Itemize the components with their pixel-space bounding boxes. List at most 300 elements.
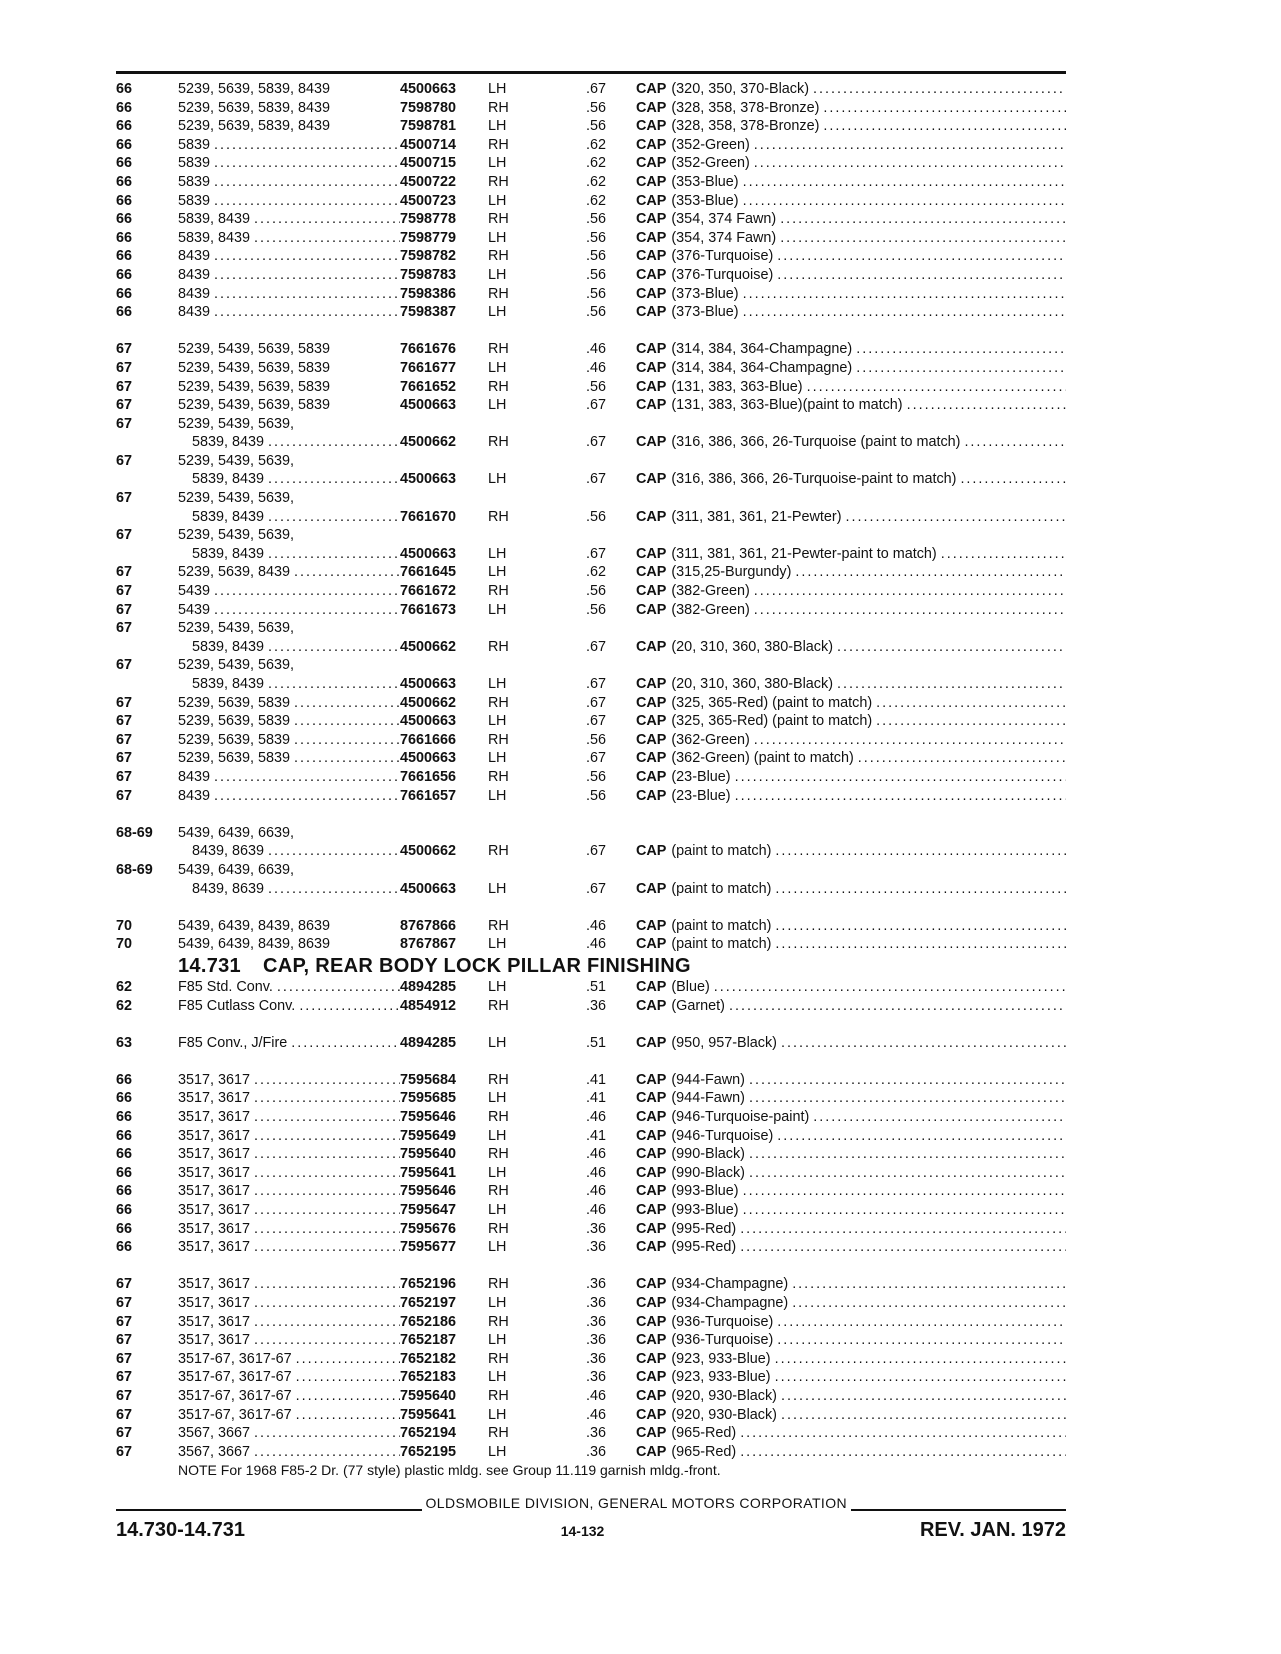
model-cell: [178, 1313, 400, 1332]
model-year: 67: [116, 1313, 133, 1330]
description: [636, 824, 1066, 861]
dot-leader: [290, 694, 400, 713]
quantity: .36: [586, 1295, 607, 1311]
description-name: CAP: [636, 397, 667, 414]
description-detail: (936-Turquoise): [671, 1313, 774, 1330]
description: [636, 210, 1066, 229]
model-cell: [178, 247, 400, 266]
table-row: [116, 601, 1066, 620]
description-name: CAP: [636, 1350, 667, 1367]
quantity: .67: [586, 880, 607, 897]
dot-leader: [745, 1071, 1066, 1090]
dot-leader: [771, 917, 1066, 936]
section-number: 14.731: [178, 954, 241, 977]
description: [636, 136, 1066, 155]
description-name: CAP: [636, 731, 667, 748]
model-codes: 5439, 6439, 6639,: [178, 824, 295, 841]
model-codes: 3517-67, 3617-67: [178, 1387, 292, 1404]
model-year: 68-69: [116, 824, 153, 841]
part-number: 7595646: [400, 1109, 457, 1126]
dot-leader: [777, 1034, 1066, 1053]
quantity: .56: [586, 787, 607, 804]
description-detail: (965-Red): [671, 1425, 737, 1442]
description: [636, 192, 1066, 211]
table-row: [116, 229, 1066, 248]
table-row: [116, 563, 1066, 582]
model-cell: [178, 935, 400, 954]
description-name: CAP: [636, 713, 667, 730]
model-codes: 5239, 5439, 5639, 5839: [178, 378, 331, 395]
side: LH: [488, 192, 507, 209]
description-detail: (328, 358, 378-Bronze): [671, 118, 820, 135]
part-number: 4500663: [400, 81, 457, 97]
table-row: [116, 303, 1066, 322]
model-codes: 5239, 5439, 5639, 5839: [178, 359, 331, 376]
description-detail: (944-Fawn): [671, 1090, 745, 1107]
dot-leader: [292, 1387, 400, 1406]
quantity: .56: [586, 118, 607, 135]
description-detail: (311, 381, 361, 21-Pewter): [671, 508, 842, 525]
description-name: CAP: [636, 211, 667, 228]
model-codes: 3517, 3617: [178, 1164, 251, 1181]
table-row: [116, 1108, 1066, 1127]
dot-leader: [210, 266, 400, 285]
model-year: 66: [116, 1202, 133, 1219]
description-name: CAP: [636, 1146, 667, 1163]
description-name: CAP: [636, 81, 667, 97]
description-detail: (paint to match): [671, 843, 772, 860]
row-spacer: [116, 898, 1066, 917]
quantity: .67: [586, 750, 607, 767]
dot-leader: [937, 545, 1066, 564]
description-detail: (936-Turquoise): [671, 1332, 774, 1349]
model-codes: 5239, 5639, 5839, 8439: [178, 118, 331, 135]
description: [636, 1331, 1066, 1350]
side: RH: [488, 1387, 509, 1404]
description: [636, 861, 1066, 898]
description-name: CAP: [636, 1387, 667, 1404]
part-number: 7598778: [400, 211, 457, 228]
dot-leader: [842, 508, 1066, 527]
part-number: 8767867: [400, 936, 457, 953]
table-row: [116, 340, 1066, 359]
dot-leader: [960, 433, 1066, 452]
description: [636, 396, 1066, 415]
model-year: 67: [116, 1387, 133, 1404]
model-codes-cont: 5839, 8439: [192, 545, 265, 562]
description: [636, 1034, 1066, 1053]
side: RH: [488, 99, 509, 116]
side: LH: [488, 936, 507, 953]
description-detail: (353-Blue): [671, 173, 739, 190]
model-year: 67: [116, 1332, 133, 1349]
description-name: CAP: [636, 676, 667, 692]
model-codes: 5839: [178, 155, 211, 172]
row-spacer: [116, 805, 1066, 824]
dot-leader: [710, 978, 1066, 997]
description: [636, 1182, 1066, 1201]
part-number: 4500723: [400, 192, 457, 209]
quantity: .41: [586, 1090, 607, 1107]
description: [636, 415, 1066, 452]
description: [636, 378, 1066, 397]
part-number: 7595640: [400, 1387, 457, 1404]
model-year: 67: [116, 527, 133, 544]
part-number: 4500722: [400, 173, 457, 190]
dot-leader: [292, 1350, 400, 1369]
model-year: 66: [116, 1127, 133, 1144]
description: [636, 340, 1066, 359]
table-row: [116, 1443, 1066, 1462]
quantity: .62: [586, 564, 607, 581]
side: RH: [488, 1313, 509, 1330]
side: LH: [488, 713, 507, 730]
description-name: CAP: [636, 434, 667, 451]
side: RH: [488, 248, 509, 265]
description-name: CAP: [636, 1109, 667, 1126]
model-cell: [178, 1294, 400, 1313]
model-codes: 5839: [178, 173, 211, 190]
description-name: CAP: [636, 229, 667, 246]
description-detail: (382-Green): [671, 601, 750, 618]
quantity: .67: [586, 676, 607, 692]
model-cell: [178, 340, 400, 359]
description: [636, 917, 1066, 936]
dot-leader: [777, 1387, 1066, 1406]
model-codes: 3567, 3667: [178, 1425, 251, 1442]
part-number: 7661652: [400, 378, 457, 395]
section-title: CAP, REAR BODY LOCK PILLAR FINISHING: [262, 954, 691, 977]
section-heading: [116, 954, 1066, 978]
table-row: [116, 1182, 1066, 1201]
table-row: [116, 1071, 1066, 1090]
part-number: 7652183: [400, 1369, 457, 1386]
dot-leader: [833, 675, 1066, 694]
table-row: [116, 824, 1066, 861]
description-detail: (965-Red): [671, 1443, 737, 1460]
model-cell: [178, 1127, 400, 1146]
model-cell: [178, 978, 400, 997]
model-year: 66: [116, 1164, 133, 1181]
dot-leader: [250, 1108, 400, 1127]
footer-bottom: [116, 1519, 1066, 1542]
model-codes: 5439, 6439, 6639,: [178, 861, 295, 878]
model-cell: [178, 1387, 400, 1406]
description: [636, 1368, 1066, 1387]
part-number: 7595685: [400, 1090, 457, 1107]
table-row: [116, 1127, 1066, 1146]
table-row: [116, 210, 1066, 229]
quantity: .62: [586, 192, 607, 209]
description: [636, 1350, 1066, 1369]
description-name: CAP: [636, 1406, 667, 1423]
model-codes: 5239, 5439, 5639, 5839: [178, 341, 331, 358]
dot-leader: [210, 173, 400, 192]
description-detail: (993-Blue): [671, 1202, 739, 1219]
model-year: 67: [116, 397, 133, 414]
model-codes: F85 Cutlass Conv.: [178, 997, 296, 1014]
model-year: 67: [116, 787, 133, 804]
model-codes: 3517, 3617: [178, 1202, 251, 1219]
model-codes: 5239, 5439, 5639, 5839: [178, 397, 331, 414]
side: LH: [488, 359, 507, 376]
dot-leader: [736, 1443, 1066, 1462]
description-name: CAP: [636, 843, 667, 860]
description-detail: (353-Blue): [671, 192, 739, 209]
description-detail: (923, 933-Blue): [671, 1369, 771, 1386]
table-row: [116, 787, 1066, 806]
row-spacer: [116, 322, 1066, 341]
description-detail: (354, 374 Fawn): [671, 211, 777, 228]
model-codes: 5239, 5639, 5839, 8439: [178, 99, 331, 116]
description-detail: (314, 384, 364-Champagne): [671, 359, 853, 376]
model-year: 66: [116, 211, 133, 228]
side: LH: [488, 471, 507, 488]
model-codes: 5239, 5639, 5839: [178, 750, 291, 767]
quantity: .36: [586, 1239, 607, 1256]
table-row: [116, 526, 1066, 563]
table-row: [116, 154, 1066, 173]
part-number: 7598782: [400, 248, 457, 265]
model-codes: 5239, 5639, 5839: [178, 713, 291, 730]
dot-leader: [290, 731, 400, 750]
model-cell: [178, 173, 400, 192]
quantity: .46: [586, 359, 607, 376]
description: [636, 359, 1066, 378]
part-number: 7598779: [400, 229, 457, 246]
dot-leader: [771, 842, 1066, 861]
description-name: CAP: [636, 1090, 667, 1107]
model-year: 67: [116, 359, 133, 376]
part-number: 7598387: [400, 304, 457, 321]
description-detail: (362-Green) (paint to match): [671, 750, 854, 767]
dot-leader: [791, 563, 1066, 582]
description-name: CAP: [636, 1313, 667, 1330]
description-name: CAP: [636, 173, 667, 190]
model-codes: 5239, 5439, 5639,: [178, 620, 295, 637]
quantity: .67: [586, 638, 607, 655]
model-codes: 3517, 3617: [178, 1071, 251, 1088]
quantity: .46: [586, 1387, 607, 1404]
description-detail: (373-Blue): [671, 285, 739, 302]
dot-leader: [771, 880, 1066, 899]
quantity: .67: [586, 713, 607, 730]
table-row: [116, 656, 1066, 693]
dot-leader: [250, 1127, 400, 1146]
dot-leader: [809, 80, 1066, 99]
description: [636, 731, 1066, 750]
parts-table: [116, 80, 1066, 1480]
quantity: .46: [586, 1406, 607, 1423]
dot-leader: [739, 285, 1066, 304]
part-number: 4500663: [400, 397, 457, 414]
part-number: 7595640: [400, 1146, 457, 1163]
model-cell: [178, 582, 400, 601]
table-row: [116, 1145, 1066, 1164]
dot-leader: [750, 582, 1066, 601]
dot-leader: [250, 1238, 400, 1257]
dot-leader: [903, 396, 1066, 415]
description-name: CAP: [636, 1276, 667, 1293]
table-row: [116, 1294, 1066, 1313]
model-cell: [178, 303, 400, 322]
table-row: [116, 731, 1066, 750]
model-codes: 3517, 3617: [178, 1313, 251, 1330]
dot-leader: [736, 1238, 1066, 1257]
description-detail: (993-Blue): [671, 1183, 739, 1200]
model-year: 62: [116, 997, 133, 1014]
model-cell: [178, 1182, 400, 1201]
table-row: [116, 1406, 1066, 1425]
description-name: CAP: [636, 1443, 667, 1460]
model-cell: [178, 154, 400, 173]
table-row: [116, 247, 1066, 266]
dot-leader: [210, 247, 400, 266]
dot-leader: [773, 247, 1066, 266]
model-cell: [178, 452, 400, 489]
description: [636, 978, 1066, 997]
description-detail: (354, 374 Fawn): [671, 229, 777, 246]
description: [636, 229, 1066, 248]
table-row: [116, 266, 1066, 285]
model-cell: [178, 229, 400, 248]
part-number: 7595641: [400, 1406, 457, 1423]
quantity: .36: [586, 1332, 607, 1349]
table-row: [116, 99, 1066, 118]
description: [636, 1071, 1066, 1090]
dot-leader: [250, 1201, 400, 1220]
model-codes: 3517, 3617: [178, 1276, 251, 1293]
model-codes: 5439: [178, 583, 211, 600]
description-detail: (376-Turquoise): [671, 266, 774, 283]
part-number: 7661672: [400, 583, 457, 600]
table-row: [116, 1201, 1066, 1220]
table-row: [116, 1350, 1066, 1369]
model-year: 67: [116, 415, 133, 432]
quantity: .67: [586, 545, 607, 562]
dot-leader: [250, 1145, 400, 1164]
description: [636, 266, 1066, 285]
quantity: .56: [586, 731, 607, 748]
description-detail: (315,25-Burgundy): [671, 564, 792, 581]
description-name: CAP: [636, 917, 667, 934]
model-cell: [178, 526, 400, 563]
part-number: 7595646: [400, 1183, 457, 1200]
side: RH: [488, 731, 509, 748]
side: LH: [488, 304, 507, 321]
dot-leader: [273, 978, 400, 997]
description-detail: (325, 365-Red) (paint to match): [671, 694, 873, 711]
dot-leader: [292, 1406, 400, 1425]
description-detail: (Blue): [671, 978, 710, 995]
description-name: CAP: [636, 1332, 667, 1349]
description-detail: (314, 384, 364-Champagne): [671, 341, 853, 358]
description: [636, 1406, 1066, 1425]
table-row: [116, 619, 1066, 656]
description-name: CAP: [636, 1220, 667, 1237]
model-year: 67: [116, 620, 133, 637]
dot-leader: [739, 192, 1066, 211]
quantity: .67: [586, 694, 607, 711]
part-number: 7598386: [400, 285, 457, 302]
table-row: [116, 285, 1066, 304]
model-codes: 3517, 3617: [178, 1295, 251, 1311]
description: [636, 787, 1066, 806]
description-detail: (934-Champagne): [671, 1295, 789, 1311]
table-row: [116, 173, 1066, 192]
model-year: 67: [116, 731, 133, 748]
quantity: .46: [586, 1202, 607, 1219]
model-cell: [178, 731, 400, 750]
model-year: 67: [116, 1295, 133, 1311]
description-detail: (paint to match): [671, 936, 772, 953]
description-detail: (990-Black): [671, 1164, 745, 1181]
dot-leader: [295, 997, 400, 1016]
model-cell: [178, 712, 400, 731]
table-row: [116, 117, 1066, 136]
table-row: [116, 861, 1066, 898]
description-detail: (paint to match): [671, 917, 772, 934]
description-name: CAP: [636, 359, 667, 376]
dot-leader: [210, 582, 400, 601]
quantity: .67: [586, 434, 607, 451]
dot-leader: [773, 1331, 1066, 1350]
table-row: [116, 1238, 1066, 1257]
dot-leader: [250, 1089, 400, 1108]
model-codes: 8439: [178, 304, 211, 321]
model-codes: 8439: [178, 248, 211, 265]
description-detail: (362-Green): [671, 731, 750, 748]
quantity: .56: [586, 285, 607, 302]
model-year: 67: [116, 601, 133, 618]
description-detail: (131, 383, 363-Blue)(paint to match): [671, 397, 903, 414]
model-codes-cont: 5839, 8439: [192, 676, 265, 692]
quantity: .56: [586, 768, 607, 785]
part-number: 4500663: [400, 750, 457, 767]
model-cell: [178, 1164, 400, 1183]
part-number: 7652195: [400, 1443, 457, 1460]
part-number: 7661670: [400, 508, 457, 525]
description-detail: (316, 386, 366, 26-Turquoise (paint to match): [671, 434, 961, 451]
description-name: CAP: [636, 1295, 667, 1311]
dot-leader: [210, 601, 400, 620]
model-cell: [178, 396, 400, 415]
model-cell: [178, 619, 400, 656]
model-cell: [178, 656, 400, 693]
side: LH: [488, 564, 507, 581]
dot-leader: [852, 340, 1066, 359]
dot-leader: [264, 433, 400, 452]
description-detail: (23-Blue): [671, 787, 731, 804]
model-year: 63: [116, 1034, 133, 1051]
description-name: CAP: [636, 471, 667, 488]
description-name: CAP: [636, 1239, 667, 1256]
quantity: .36: [586, 997, 607, 1014]
dot-leader: [771, 1350, 1066, 1369]
model-cell: [178, 136, 400, 155]
side: RH: [488, 768, 509, 785]
table-row: [116, 192, 1066, 211]
quantity: .46: [586, 936, 607, 953]
dot-leader: [264, 470, 400, 489]
description: [636, 303, 1066, 322]
model-cell: [178, 824, 400, 861]
model-year: 66: [116, 81, 133, 97]
quantity: .67: [586, 397, 607, 414]
description-name: CAP: [636, 1071, 667, 1088]
quantity: .51: [586, 1034, 607, 1051]
dot-leader: [739, 173, 1066, 192]
